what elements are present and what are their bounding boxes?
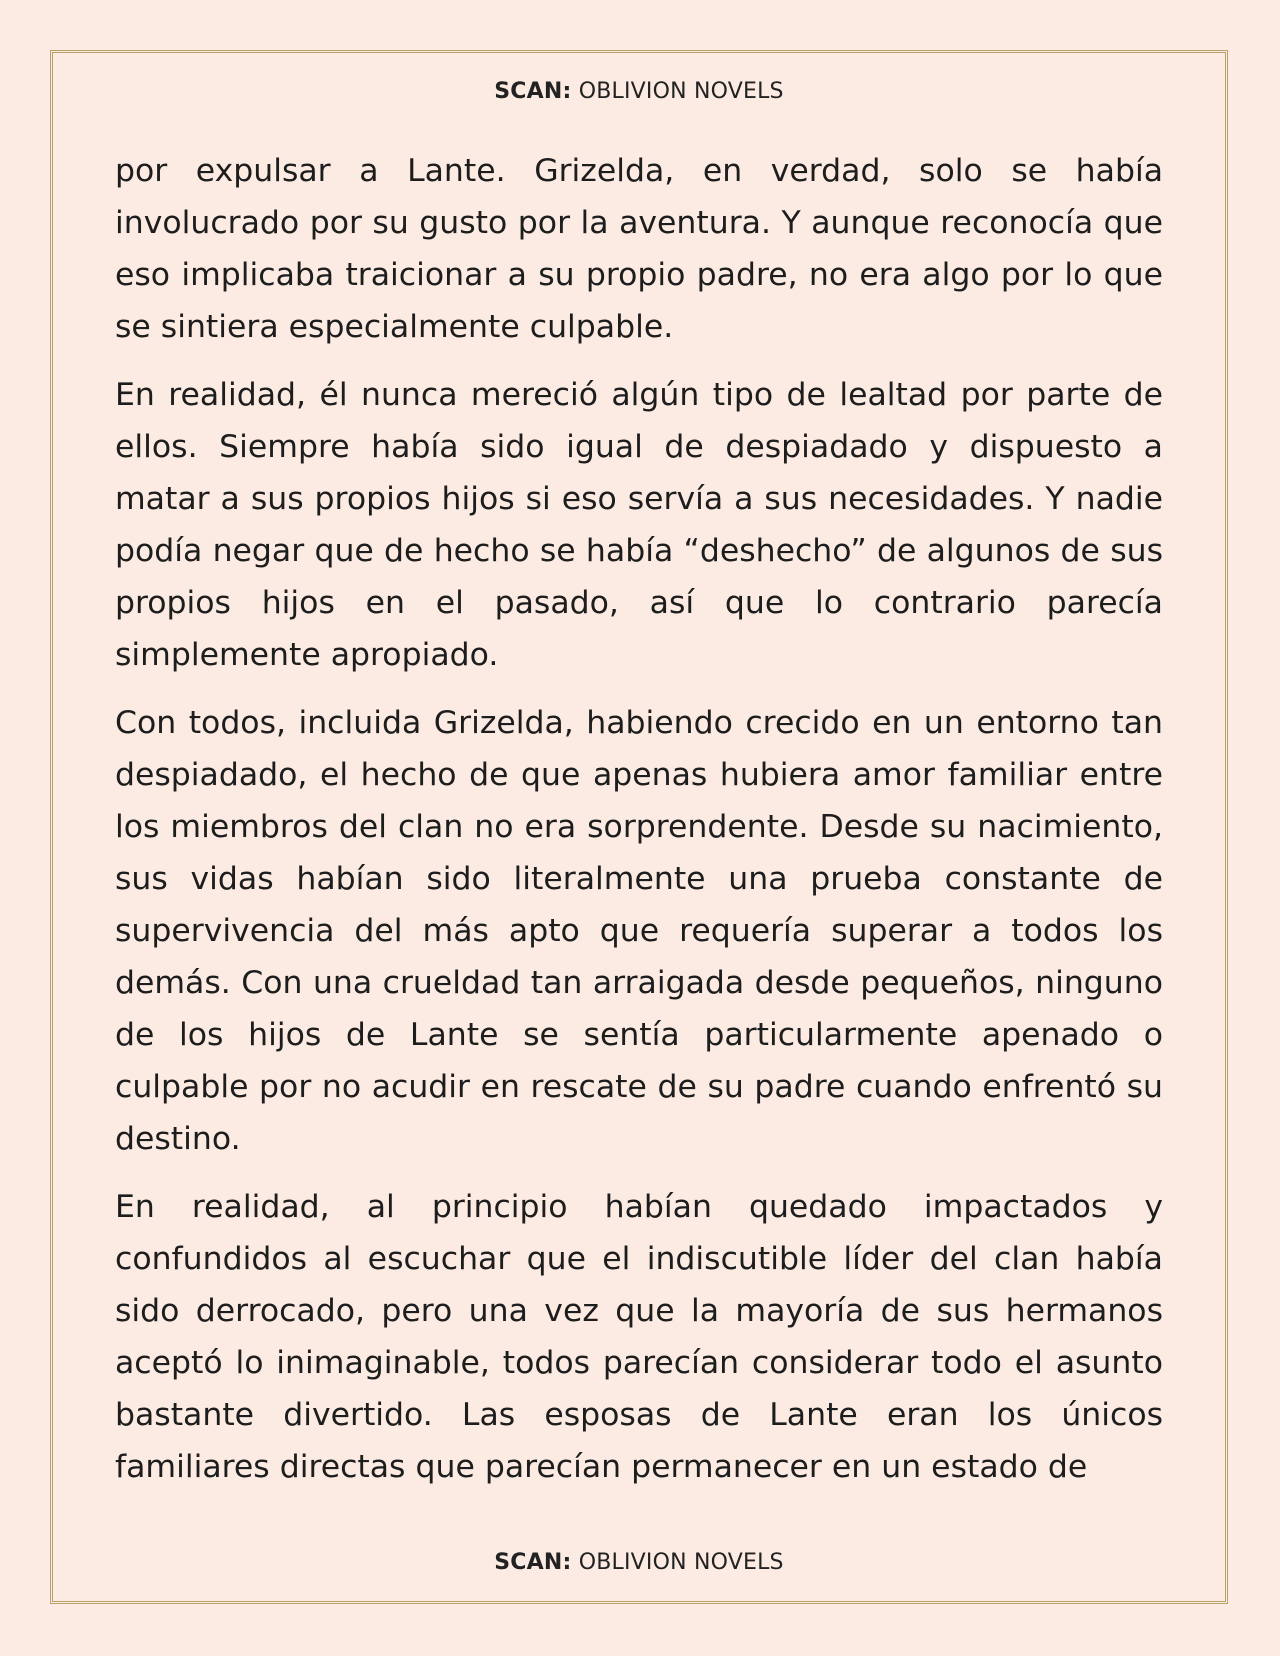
paragraph: En realidad, al principio habían quedado impactados y confundidos al escuchar que el indiscutible líder del clan había sido derrocado, pero una vez que la mayoría de sus hermanos aceptó lo inimaginable, todos parecían considerar todo el asunto bastante divertido. Las esposas de Lante eran los únicos familiares directas que parecían permanecer en un estado de	[115, 1189, 1163, 1485]
paragraph: por expulsar a Lante. Grizelda, en verdad, solo se había involucrado por su gusto por la aventura. Y aunque reconocía que eso implicaba traicionar a su propio padre, no era algo por lo que se sintiera especialmente culpable.	[115, 153, 1163, 345]
footer-scan-name: OBLIVION NOVELS	[578, 1550, 784, 1575]
footer-scan-label: SCAN:	[494, 1550, 572, 1575]
page-footer	[53, 1550, 1225, 1575]
paragraph: En realidad, él nunca mereció algún tipo de lealtad por parte de ellos. Siempre había sido igual de despiadado y dispuesto a matar a sus propios hijos si eso servía a sus necesidades. Y nadie podía negar que de hecho se había “deshecho” de algunos de sus propios hijos en el pasado, así que lo contrario parecía simplemente apropiado.	[115, 377, 1163, 673]
body-text	[115, 145, 1163, 1509]
page-header	[53, 79, 1225, 104]
header-scan-label: SCAN:	[494, 79, 572, 104]
page-frame	[50, 50, 1228, 1604]
paragraph: Con todos, incluida Grizelda, habiendo crecido en un entorno tan despiadado, el hecho de que apenas hubiera amor familiar entre los miembros del clan no era sorprendente. Desde su nacimiento, sus vidas habían sido literalmente una prueba constante de supervivencia del más apto que requería superar a todos los demás. Con una crueldad tan arraigada desde pequeños, ninguno de los hijos de Lante se sentía particularmente apenado o culpable por no acudir en rescate de su padre cuando enfrentó su destino.	[115, 705, 1163, 1157]
header-scan-name: OBLIVION NOVELS	[578, 79, 784, 104]
